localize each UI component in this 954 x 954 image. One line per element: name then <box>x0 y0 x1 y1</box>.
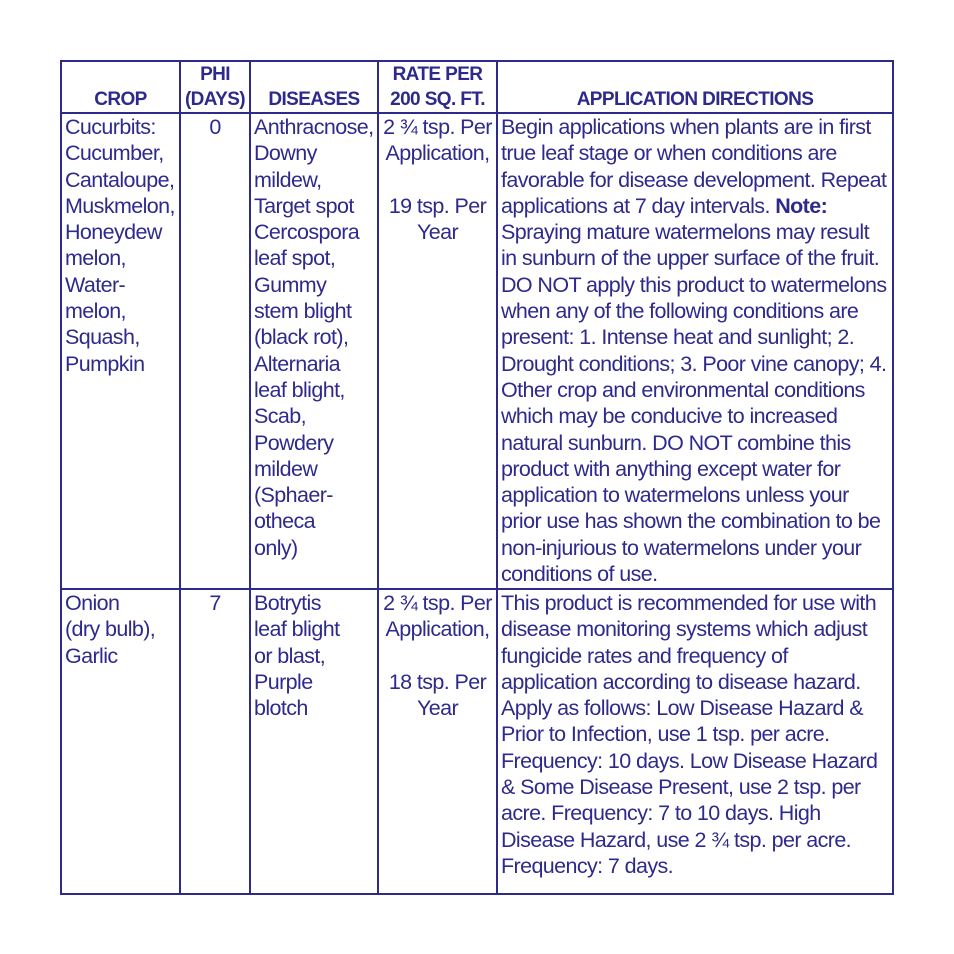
directions-text: Begin applications when plants are in first true leaf stage or when conditions are favorable for disease development. Repeat applications at 7 day intervals. <box>501 115 887 218</box>
crop-cell: Cucurbits: Cucumber, Cantaloupe, Muskmelon, Honeydew melon, Water- melon, Squash, Pumpkin <box>61 113 180 589</box>
phi-cell: 0 <box>180 113 250 589</box>
header-row <box>61 61 893 113</box>
header-phi: PHI (DAYS) <box>180 61 250 113</box>
directions-text-continued: Spraying mature watermelons may result in sunburn of the upper surface of the fruit. DO NOT apply this product to watermelons when any of the following conditions are present: 1. Intense heat and sunlight; 2. Drought conditions; 3. Poor vine canopy; 4. Other crop and environmental conditions which may be conducive to increased natural sunburn. DO NOT combine this product with anything except water for application to watermelons unless your prior use has shown the combination to be non-injurious to watermelons under your conditions of use. <box>501 220 887 587</box>
diseases-cell: Anthracnose, Downy mildew, Target spot Cercospora leaf spot, Gummy stem blight (black rot), Alternaria leaf blight, Scab, Powdery mildew (Sphaer- otheca only) <box>250 113 378 589</box>
directions-note-label: Note: <box>775 193 828 218</box>
rate-cell: 2 ¾ tsp. Per Application, 18 tsp. Per Year <box>378 589 497 894</box>
directions-cell <box>497 113 893 589</box>
crop-application-table <box>60 60 894 895</box>
directions-cell: This product is recommended for use with disease monitoring systems which adjust fungicide rates and frequency of application according to disease hazard. Apply as follows: Low Disease Hazard & Prior to Infection, use 1 tsp. per acre. Frequency: 10 days. Low Disease Hazard & Some Disease Present, use 2 tsp. per acre. Frequency: 7 to 10 days. High Disease Hazard, use 2 ¾ tsp. per acre. Frequency: 7 days. <box>497 589 893 894</box>
table-row <box>61 589 893 894</box>
header-diseases: DISEASES <box>250 61 378 113</box>
crop-cell: Onion (dry bulb), Garlic <box>61 589 180 894</box>
diseases-cell: Botrytis leaf blight or blast, Purple blotch <box>250 589 378 894</box>
header-crop: CROP <box>61 61 180 113</box>
phi-cell: 7 <box>180 589 250 894</box>
rate-cell: 2 ¾ tsp. Per Application, 19 tsp. Per Year <box>378 113 497 589</box>
header-application-directions: APPLICATION DIRECTIONS <box>497 61 893 113</box>
table-row <box>61 113 893 589</box>
header-rate: RATE PER 200 SQ. FT. <box>378 61 497 113</box>
